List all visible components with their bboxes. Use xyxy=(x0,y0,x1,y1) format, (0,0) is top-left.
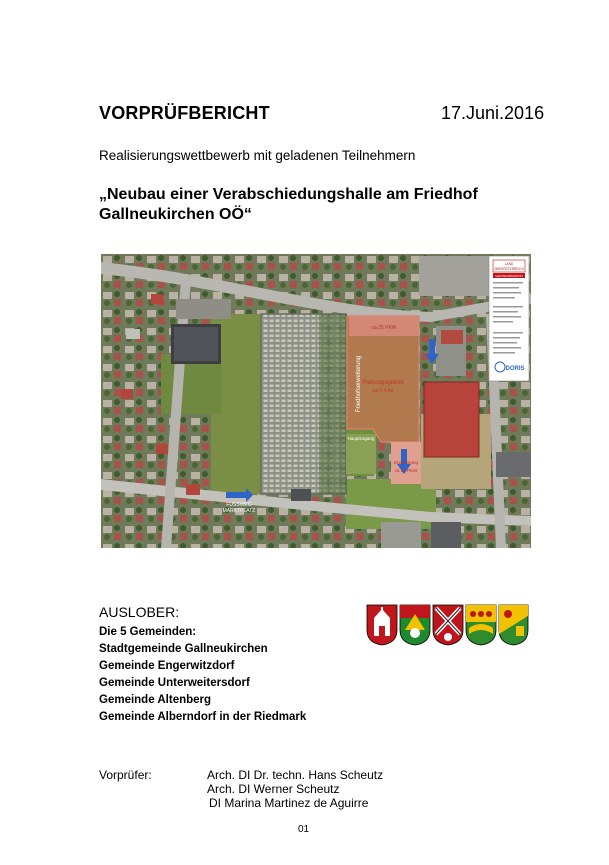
label-parking-extension: Erweiterung xyxy=(393,460,419,465)
vorpruefer-name: DI Marina Martinez de Aguirre xyxy=(209,796,369,810)
vorpruefer-label: Vorprüfer: xyxy=(99,768,152,782)
label-footpath: FUSSWEG xyxy=(226,502,252,508)
document-subtitle: Realisierungswettbewerb mit geladenen Teilnehmern xyxy=(99,148,416,163)
page-number: 01 xyxy=(298,824,310,835)
label-cemetery-extension: Friedhofserweiterung xyxy=(356,355,362,413)
label-planning-area: Planungsgebiet xyxy=(362,380,404,386)
vorpruefer-name: Arch. DI Dr. techn. Hans Scheutz xyxy=(207,768,384,782)
label-area-size: ca 0,4 ha xyxy=(372,388,394,394)
document-title: VORPRÜFBERICHT xyxy=(99,103,270,123)
document-date: 17.Juni.2016 xyxy=(441,103,545,123)
auslober-item: Die 5 Gemeinden: xyxy=(99,626,197,638)
aerial-site-photo xyxy=(101,254,531,548)
auslober-item: Gemeinde Altenberg xyxy=(99,694,212,706)
label-market: MARKTPLATZ xyxy=(222,508,256,514)
project-title-line-1: „Neubau einer Verabschiedungshalle am Friedhof xyxy=(99,186,478,203)
project-title-line-2: Gallneukirchen OÖ“ xyxy=(99,206,252,223)
alberndorf-crest xyxy=(499,605,528,645)
engerwitzdorf-crest xyxy=(400,605,430,645)
legend-logo-bottom: OBERÖSTERREICH xyxy=(494,267,524,271)
legend-logo-top: LAND xyxy=(504,262,514,266)
unterweitersdorf-crest xyxy=(433,605,463,645)
auslober-item: Stadtgemeinde Gallneukirchen xyxy=(99,643,268,655)
auslober-item: Gemeinde Alberndorf in der Riedmark xyxy=(99,711,307,723)
auslober-list xyxy=(99,624,306,726)
gallneukirchen-crest xyxy=(367,605,397,645)
auslober-item: Gemeinde Unterweitersdorf xyxy=(99,677,250,689)
label-parking-count: ca 20 PKW xyxy=(394,468,418,473)
municipality-crests xyxy=(366,604,529,646)
legend-doris-logo: DORIS xyxy=(505,366,525,372)
vorpruefer-names xyxy=(207,768,383,810)
auslober-heading: AUSLOBER: xyxy=(99,604,180,620)
legend-subtitle: GEOINFORMATION xyxy=(495,274,523,278)
vorpruefer-name: Arch. DI Werner Scheutz xyxy=(207,782,340,796)
project-title xyxy=(99,185,539,225)
label-area-upper: ca 25 PKW xyxy=(371,325,397,331)
auslober-item: Gemeinde Engerwitzdorf xyxy=(99,660,235,672)
label-hall: Hauptzugang xyxy=(347,436,375,441)
altenberg-crest xyxy=(466,605,496,645)
